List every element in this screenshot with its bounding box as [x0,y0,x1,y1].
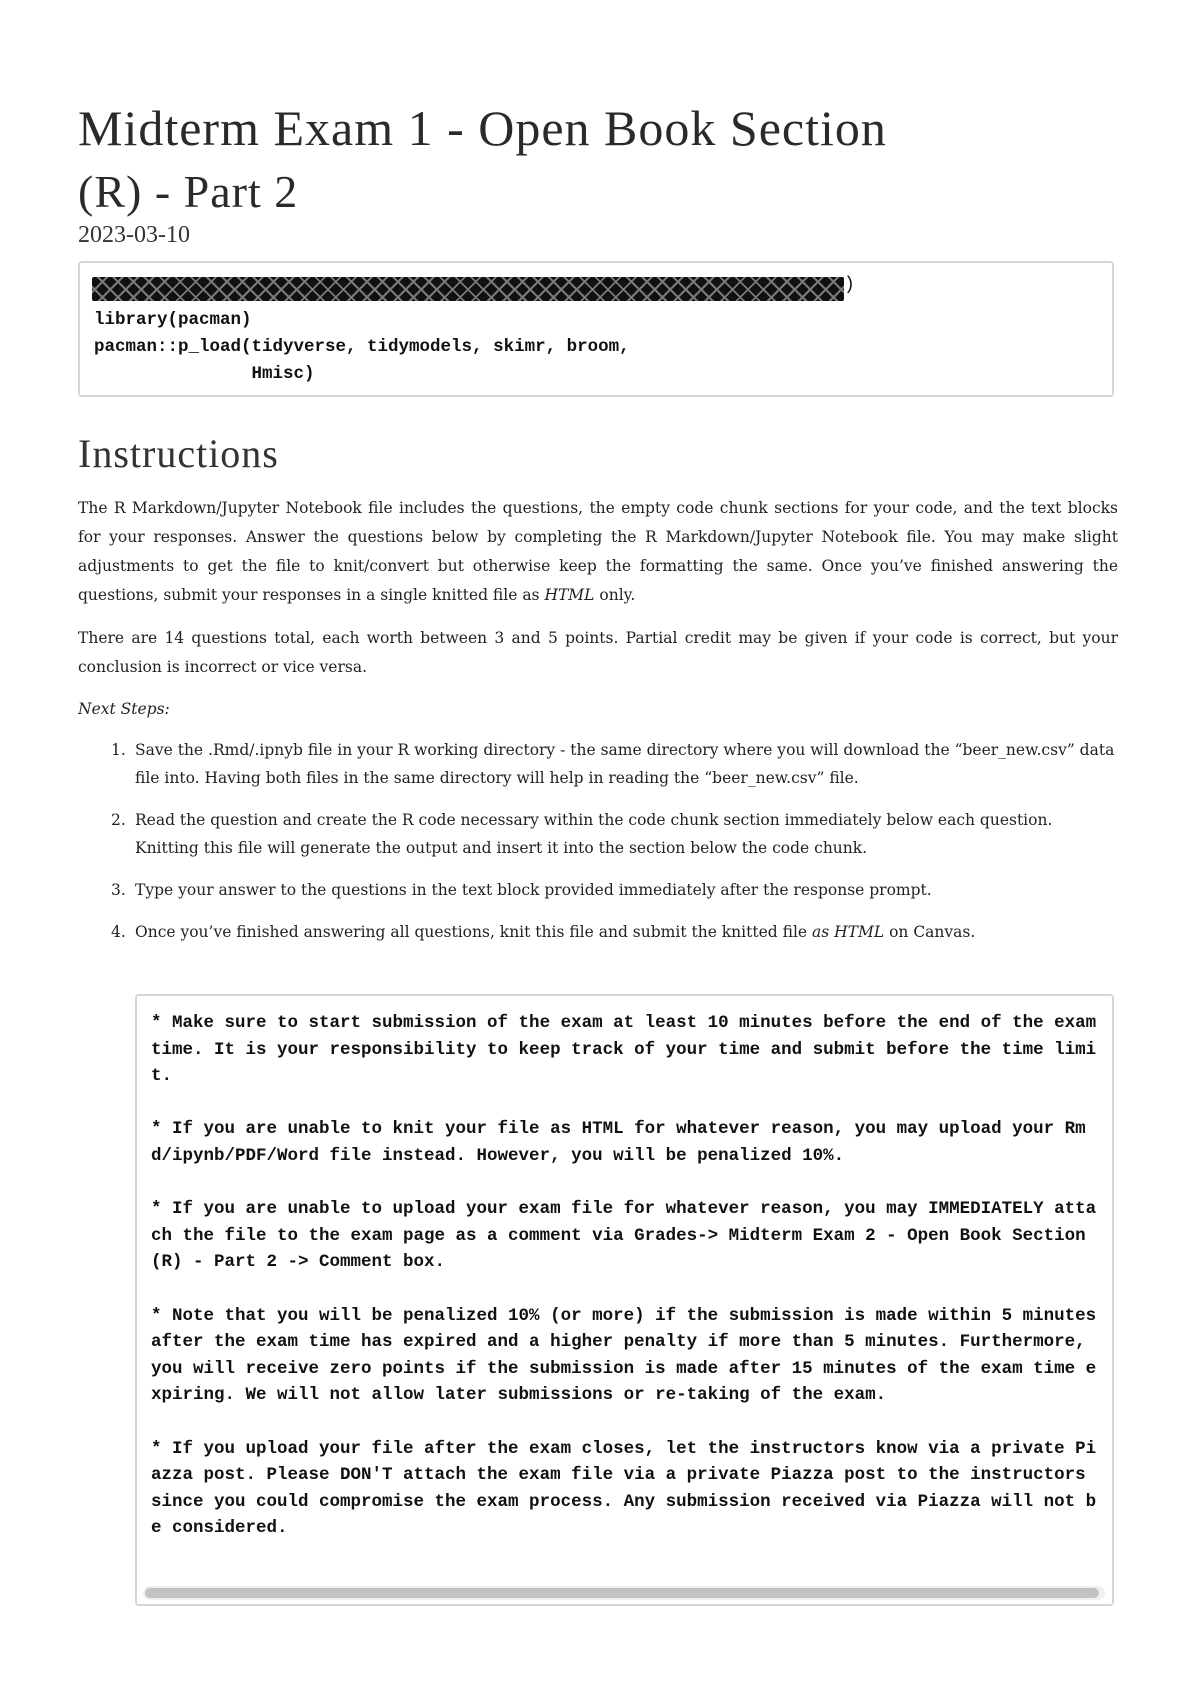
list-item [78,918,1118,946]
page-title [78,92,1118,225]
next-steps-label: Next Steps: [78,700,170,718]
code-line-3: Hmisc) [94,364,315,384]
instructions-paragraph-2: There are 14 questions total, each worth between 3 and 5 points. Partial credit may be given if your code is correct, but your conclusion is incorrect or vice versa. [78,629,1118,676]
exam-note: * Make sure to start submission of the exam at least 10 minutes before the end of the exam time. It is your responsibility to keep track of your time and submit before the time limit. [151,1013,1097,1087]
list-item-text: Type your answer to the questions in the text block provided immediately after the response prompt. [135,881,932,899]
next-steps-list [78,736,1118,960]
list-item-text: Read the question and create the R code necessary within the code chunk section immediately below each question. Knitting this file will generate the output and insert it into the section below the code chunk. [135,811,1053,857]
instructions-paragraph-1 [78,494,1118,610]
list-item [78,806,1118,862]
title-line-2: (R) - Part 2 [78,165,299,217]
emphasis-html: HTML [544,586,595,604]
list-item-text-end: on Canvas. [884,923,976,941]
exam-note: * If you are unable to upload your exam file for whatever reason, you may IMMEDIATELY attach the file to the exam page as a comment via Grades-> Midterm Exam 2 - Open Book Section (R) - Part 2 -> Comment box. [151,1199,1097,1273]
exam-note: * Note that you will be penalized 10% (or more) if the submission is made within 5 minutes after the exam time has expired and a higher penalty if more than 5 minutes. Furthermore, you will receive zero points if the submission is made after 15 minutes of the exam time expiring. We will not allow later submissions or re-taking of the exam. [151,1305,1097,1406]
list-number: 2. [111,811,126,829]
document-date: 2023-03-10 [78,222,190,248]
exam-notes-code-block[interactable] [135,994,1114,1606]
emphasis-as-html: as HTML [812,923,885,941]
list-item [78,876,1118,904]
instructions-heading: Instructions [78,431,279,476]
list-number: 1. [111,741,126,759]
list-item-text-part: Once you’ve finished answering all questions, knit this file and submit the knitted file [135,923,812,941]
list-item [78,736,1118,792]
title-line-1: Midterm Exam 1 - Open Book Section [78,100,887,156]
code-content [94,307,630,388]
list-number: 4. [111,923,126,941]
setup-code-block [78,261,1114,397]
paragraph-text: The R Markdown/Jupyter Notebook file includes the questions, the empty code chunk sections for your code, and the text blocks for your responses. Answer the questions below by completing the R Markdown/Jupyter Notebook file. You may make slight adjustments to get the file to knit/convert but otherwise keep the formatting the same. Once you’ve finished answering the questions, submit your responses in a single knitted file as [78,499,1118,604]
code-library-args: (pacman) [167,310,252,330]
list-item-text [135,923,975,941]
code-line-2: pacman::p_load(tidyverse, tidymodels, skimr, broom, [94,337,630,357]
scrollbar-thumb[interactable] [145,1588,1099,1598]
redacted-code-line [92,277,844,301]
list-number: 3. [111,881,126,899]
exam-note: * If you upload your file after the exam closes, let the instructors know via a private Piazza post. Please DON'T attach the exam file via a private Piazza post to the instructors since you could compromise the exam process. Any submission received via Piazza will not be considered. [151,1438,1097,1539]
horizontal-scrollbar[interactable] [143,1586,1105,1600]
code-library-keyword: library [94,310,168,330]
exam-notes-content [151,1010,1101,1568]
list-item-text: Save the .Rmd/.ipnyb file in your R working directory - the same directory where you will download the “beer_new.csv” data file into. Having both files in the same directory will help in reading the “beer_new.csv” file. [135,741,1115,787]
redacted-line-tail: ) [844,275,855,295]
exam-note: * If you are unable to knit your file as HTML for whatever reason, you may upload your Rmd/ipynb/PDF/Word file instead. However, you will be penalized 10%. [151,1119,1086,1166]
paragraph-text-end: only. [594,586,636,604]
